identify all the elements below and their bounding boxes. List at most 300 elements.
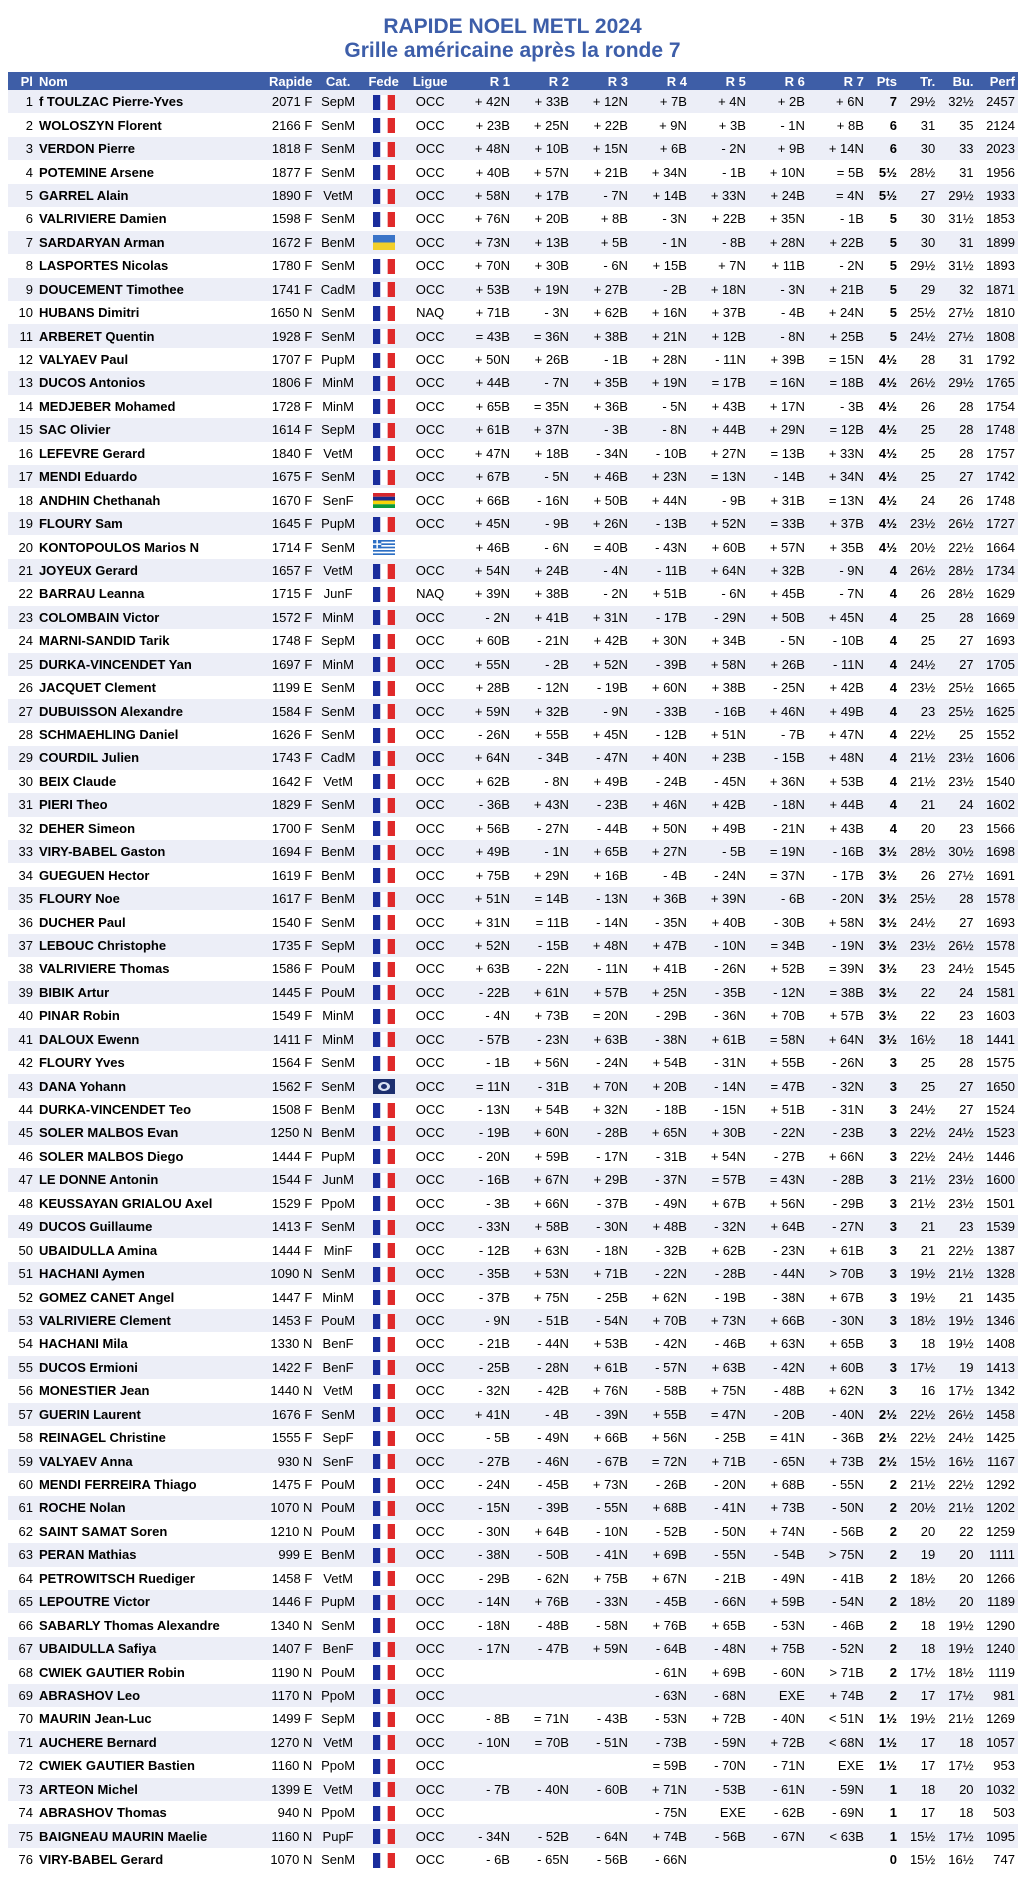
cell-category: SenM bbox=[315, 1051, 361, 1074]
cell-r7: + 43B bbox=[808, 817, 867, 840]
cell-performance: 1665 bbox=[977, 676, 1018, 699]
cell-r6: + 45B bbox=[749, 582, 808, 605]
column-header-federation: Fede bbox=[361, 72, 407, 90]
cell-r5: + 63B bbox=[690, 1356, 749, 1379]
cell-place: 39 bbox=[8, 981, 36, 1004]
cell-name: LASPORTES Nicolas bbox=[36, 254, 247, 277]
table-row bbox=[8, 981, 1018, 1004]
cell-r6: - 54B bbox=[749, 1543, 808, 1566]
cell-r1: - 10N bbox=[454, 1731, 513, 1754]
cell-r3 bbox=[572, 1754, 631, 1777]
cell-r4: + 56N bbox=[631, 1426, 690, 1449]
cell-r6: - 60N bbox=[749, 1660, 808, 1683]
cell-r4: - 29B bbox=[631, 1004, 690, 1027]
cell-r1: - 4N bbox=[454, 1004, 513, 1027]
cell-tiebreak-bu: 28 bbox=[938, 887, 976, 910]
table-row bbox=[8, 488, 1018, 511]
cell-rating: 1829 F bbox=[247, 793, 315, 816]
cell-league: OCC bbox=[406, 1473, 454, 1496]
cell-r4: + 20B bbox=[631, 1074, 690, 1097]
cell-r5: - 41N bbox=[690, 1496, 749, 1519]
cell-place: 46 bbox=[8, 1145, 36, 1168]
table-header-row bbox=[8, 72, 1018, 90]
cell-tiebreak-tr: 15½ bbox=[900, 1824, 938, 1847]
france-flag-icon bbox=[361, 699, 407, 722]
cell-r3: - 28B bbox=[572, 1121, 631, 1144]
cell-r7: + 8B bbox=[808, 113, 867, 136]
table-row bbox=[8, 699, 1018, 722]
cell-category: SenM bbox=[315, 1613, 361, 1636]
cell-r6: + 2B bbox=[749, 90, 808, 113]
cell-performance: 1240 bbox=[977, 1637, 1018, 1660]
cell-name: HACHANI Mila bbox=[36, 1332, 247, 1355]
table-row bbox=[8, 395, 1018, 418]
cell-league: OCC bbox=[406, 793, 454, 816]
cell-points: 3 bbox=[867, 1192, 900, 1215]
cell-name: HUBANS Dimitri bbox=[36, 301, 247, 324]
cell-place: 44 bbox=[8, 1098, 36, 1121]
cell-r6: - 30B bbox=[749, 910, 808, 933]
cell-place: 61 bbox=[8, 1496, 36, 1519]
cell-category: PupM bbox=[315, 1590, 361, 1613]
cell-r7: = 4N bbox=[808, 184, 867, 207]
cell-performance: 1765 bbox=[977, 371, 1018, 394]
cell-performance: 1705 bbox=[977, 653, 1018, 676]
table-row bbox=[8, 957, 1018, 980]
cell-league: OCC bbox=[406, 1848, 454, 1871]
cell-tiebreak-tr: 17 bbox=[900, 1801, 938, 1824]
cell-r6: + 24B bbox=[749, 184, 808, 207]
france-flag-icon bbox=[361, 90, 407, 113]
cell-r5: + 73N bbox=[690, 1309, 749, 1332]
cell-r7: + 58N bbox=[808, 910, 867, 933]
cell-category: MinM bbox=[315, 371, 361, 394]
cell-rating: 1199 E bbox=[247, 676, 315, 699]
cell-r3: - 10N bbox=[572, 1520, 631, 1543]
cell-tiebreak-tr: 26 bbox=[900, 582, 938, 605]
cell-rating: 1748 F bbox=[247, 629, 315, 652]
cell-performance: 747 bbox=[977, 1848, 1018, 1871]
cell-tiebreak-tr: 27 bbox=[900, 184, 938, 207]
cell-category: BenM bbox=[315, 1098, 361, 1121]
cell-tiebreak-tr: 25 bbox=[900, 1074, 938, 1097]
cell-r3: - 4N bbox=[572, 559, 631, 582]
column-header-r5: R 5 bbox=[690, 72, 749, 90]
france-flag-icon bbox=[361, 254, 407, 277]
cell-tiebreak-bu: 18 bbox=[938, 1731, 976, 1754]
cell-performance: 1501 bbox=[977, 1192, 1018, 1215]
cell-r7: - 50N bbox=[808, 1496, 867, 1519]
cell-category: MinM bbox=[315, 653, 361, 676]
cell-r5: - 14N bbox=[690, 1074, 749, 1097]
cell-performance: 1748 bbox=[977, 488, 1018, 511]
cell-r3: + 36B bbox=[572, 395, 631, 418]
cell-points: 3½ bbox=[867, 1004, 900, 1027]
cell-rating: 1440 N bbox=[247, 1379, 315, 1402]
cell-r2: - 42B bbox=[513, 1379, 572, 1402]
cell-r2 bbox=[513, 1801, 572, 1824]
cell-r4: - 57N bbox=[631, 1356, 690, 1379]
column-header-r7: R 7 bbox=[808, 72, 867, 90]
cell-category: MinF bbox=[315, 1238, 361, 1261]
cell-r1: - 36B bbox=[454, 793, 513, 816]
table-row bbox=[8, 348, 1018, 371]
cell-performance: 981 bbox=[977, 1684, 1018, 1707]
cell-r4: - 3N bbox=[631, 207, 690, 230]
cell-category: PupM bbox=[315, 348, 361, 371]
table-row bbox=[8, 1403, 1018, 1426]
france-flag-icon bbox=[361, 817, 407, 840]
cell-r7: = 12B bbox=[808, 418, 867, 441]
cell-league: OCC bbox=[406, 254, 454, 277]
france-flag-icon bbox=[361, 1379, 407, 1402]
cell-r5: + 67B bbox=[690, 1192, 749, 1215]
cell-name: LEPOUTRE Victor bbox=[36, 1590, 247, 1613]
cell-r1: + 64N bbox=[454, 746, 513, 769]
france-flag-icon bbox=[361, 1613, 407, 1636]
cell-r2: - 34B bbox=[513, 746, 572, 769]
france-flag-icon bbox=[361, 1731, 407, 1754]
cell-rating: 1700 F bbox=[247, 817, 315, 840]
cell-category: SenM bbox=[315, 465, 361, 488]
cell-points: 4½ bbox=[867, 395, 900, 418]
cell-category: SepM bbox=[315, 629, 361, 652]
cell-r1: - 9N bbox=[454, 1309, 513, 1332]
cell-r6: + 52B bbox=[749, 957, 808, 980]
table-row bbox=[8, 137, 1018, 160]
table-row bbox=[8, 1496, 1018, 1519]
column-header-performance: Perf bbox=[977, 72, 1018, 90]
cell-r5: - 11N bbox=[690, 348, 749, 371]
cell-r6: - 1N bbox=[749, 113, 808, 136]
cell-performance: 1552 bbox=[977, 723, 1018, 746]
cell-place: 40 bbox=[8, 1004, 36, 1027]
cell-name: SCHMAEHLING Daniel bbox=[36, 723, 247, 746]
cell-r7 bbox=[808, 1848, 867, 1871]
cell-r7: + 42B bbox=[808, 676, 867, 699]
cell-tiebreak-bu: 25½ bbox=[938, 676, 976, 699]
cell-performance: 1669 bbox=[977, 606, 1018, 629]
cell-tiebreak-tr: 28½ bbox=[900, 160, 938, 183]
cell-category: MinM bbox=[315, 395, 361, 418]
cell-performance: 1119 bbox=[977, 1660, 1018, 1683]
cell-rating: 1707 F bbox=[247, 348, 315, 371]
cell-rating: 1694 F bbox=[247, 840, 315, 863]
cell-r5: - 20N bbox=[690, 1473, 749, 1496]
cell-category: PpoM bbox=[315, 1801, 361, 1824]
france-flag-icon bbox=[361, 1192, 407, 1215]
cell-category: BenF bbox=[315, 1332, 361, 1355]
cell-r3: - 43B bbox=[572, 1707, 631, 1730]
table-row bbox=[8, 582, 1018, 605]
cell-rating: 1508 F bbox=[247, 1098, 315, 1121]
cell-category: BenM bbox=[315, 863, 361, 886]
cell-r7: - 2N bbox=[808, 254, 867, 277]
cell-place: 5 bbox=[8, 184, 36, 207]
cell-rating: 1540 F bbox=[247, 910, 315, 933]
cell-performance: 1342 bbox=[977, 1379, 1018, 1402]
cell-performance: 1202 bbox=[977, 1496, 1018, 1519]
cell-r1: + 41N bbox=[454, 1403, 513, 1426]
cell-name: MENDI FERREIRA Thiago bbox=[36, 1473, 247, 1496]
cell-tiebreak-bu: 17½ bbox=[938, 1379, 976, 1402]
cell-league: NAQ bbox=[406, 301, 454, 324]
cell-r4: - 18B bbox=[631, 1098, 690, 1121]
cell-r7: + 48N bbox=[808, 746, 867, 769]
cell-points: 5 bbox=[867, 207, 900, 230]
cell-category: SenM bbox=[315, 535, 361, 558]
cell-tiebreak-bu: 24½ bbox=[938, 1426, 976, 1449]
cell-r1: + 23B bbox=[454, 113, 513, 136]
table-row bbox=[8, 559, 1018, 582]
cell-tiebreak-bu: 27 bbox=[938, 910, 976, 933]
france-flag-icon bbox=[361, 1449, 407, 1472]
cell-performance: 1792 bbox=[977, 348, 1018, 371]
cell-league: OCC bbox=[406, 629, 454, 652]
cell-tiebreak-bu: 19½ bbox=[938, 1309, 976, 1332]
cell-r4: - 45B bbox=[631, 1590, 690, 1613]
cell-performance: 1259 bbox=[977, 1520, 1018, 1543]
cell-points: 7 bbox=[867, 90, 900, 113]
cell-r5: - 68N bbox=[690, 1684, 749, 1707]
france-flag-icon bbox=[361, 1028, 407, 1051]
cell-r5: - 45N bbox=[690, 770, 749, 793]
cell-tiebreak-bu: 31 bbox=[938, 231, 976, 254]
cell-performance: 1742 bbox=[977, 465, 1018, 488]
cell-place: 13 bbox=[8, 371, 36, 394]
cell-points: 4½ bbox=[867, 371, 900, 394]
table-row bbox=[8, 90, 1018, 113]
cell-r1: - 34N bbox=[454, 1824, 513, 1847]
cell-place: 19 bbox=[8, 512, 36, 535]
table-row bbox=[8, 1215, 1018, 1238]
cell-r2: = 70B bbox=[513, 1731, 572, 1754]
cell-rating: 1619 F bbox=[247, 863, 315, 886]
table-row bbox=[8, 1004, 1018, 1027]
cell-r2: - 5N bbox=[513, 465, 572, 488]
cell-category: SenM bbox=[315, 160, 361, 183]
cell-points: 3 bbox=[867, 1051, 900, 1074]
cell-r1: - 21B bbox=[454, 1332, 513, 1355]
cell-place: 47 bbox=[8, 1168, 36, 1191]
cell-r5: - 6N bbox=[690, 582, 749, 605]
cell-r6: + 39B bbox=[749, 348, 808, 371]
cell-r5: = 17B bbox=[690, 371, 749, 394]
cell-category: PupM bbox=[315, 512, 361, 535]
france-flag-icon bbox=[361, 1051, 407, 1074]
cell-r5: + 27N bbox=[690, 442, 749, 465]
cell-r3: + 52N bbox=[572, 653, 631, 676]
table-row bbox=[8, 512, 1018, 535]
cell-r3: - 41N bbox=[572, 1543, 631, 1566]
cell-r5: - 9B bbox=[690, 488, 749, 511]
cell-name: ABRASHOV Thomas bbox=[36, 1801, 247, 1824]
france-flag-icon bbox=[361, 957, 407, 980]
page-subtitle: Grille américaine après la ronde 7 bbox=[344, 39, 681, 62]
cell-r5: - 66N bbox=[690, 1590, 749, 1613]
table-row bbox=[8, 1426, 1018, 1449]
cell-rating: 1840 F bbox=[247, 442, 315, 465]
cell-r1: - 12B bbox=[454, 1238, 513, 1261]
cell-performance: 1956 bbox=[977, 160, 1018, 183]
cell-r5: - 32N bbox=[690, 1215, 749, 1238]
cell-r3: + 5B bbox=[572, 231, 631, 254]
cell-r4: + 50N bbox=[631, 817, 690, 840]
cell-r4: + 65N bbox=[631, 1121, 690, 1144]
cell-r2: - 27N bbox=[513, 817, 572, 840]
cell-r5: + 62B bbox=[690, 1238, 749, 1261]
cell-name: MAURIN Jean-Luc bbox=[36, 1707, 247, 1730]
cell-name: DUCOS Guillaume bbox=[36, 1215, 247, 1238]
cell-r1: - 29B bbox=[454, 1567, 513, 1590]
cell-r6: = 33B bbox=[749, 512, 808, 535]
cell-category: PouM bbox=[315, 1520, 361, 1543]
cell-r2: - 9B bbox=[513, 512, 572, 535]
cell-name: BEIX Claude bbox=[36, 770, 247, 793]
cell-rating: 1407 F bbox=[247, 1637, 315, 1660]
france-flag-icon bbox=[361, 1262, 407, 1285]
cell-name: COLOMBAIN Victor bbox=[36, 606, 247, 629]
cell-r7: + 66N bbox=[808, 1145, 867, 1168]
table-row bbox=[8, 1520, 1018, 1543]
cell-tiebreak-bu: 27 bbox=[938, 653, 976, 676]
cell-name: DOUCEMENT Timothee bbox=[36, 278, 247, 301]
cell-league: OCC bbox=[406, 465, 454, 488]
cell-rating: 1586 F bbox=[247, 957, 315, 980]
cell-place: 59 bbox=[8, 1449, 36, 1472]
cell-tiebreak-bu: 28 bbox=[938, 1051, 976, 1074]
cell-league: OCC bbox=[406, 1379, 454, 1402]
cell-r5: + 58N bbox=[690, 653, 749, 676]
cell-r6: + 75B bbox=[749, 1637, 808, 1660]
cell-r1: + 66B bbox=[454, 488, 513, 511]
france-flag-icon bbox=[361, 1778, 407, 1801]
cell-points: 4 bbox=[867, 653, 900, 676]
cell-league: OCC bbox=[406, 1028, 454, 1051]
cell-r6: + 31B bbox=[749, 488, 808, 511]
cell-points: 3 bbox=[867, 1309, 900, 1332]
cell-league bbox=[406, 535, 454, 558]
cell-r4: + 54B bbox=[631, 1051, 690, 1074]
cell-name: BIBIK Artur bbox=[36, 981, 247, 1004]
france-flag-icon bbox=[361, 1567, 407, 1590]
cell-r7: = 5B bbox=[808, 160, 867, 183]
cell-r2 bbox=[513, 1660, 572, 1683]
cell-tiebreak-tr: 16½ bbox=[900, 1028, 938, 1051]
france-flag-icon bbox=[361, 184, 407, 207]
cell-tiebreak-tr: 24 bbox=[900, 488, 938, 511]
cell-r5: + 72B bbox=[690, 1707, 749, 1730]
france-flag-icon bbox=[361, 887, 407, 910]
cell-name: PETROWITSCH Ruediger bbox=[36, 1567, 247, 1590]
cell-r5: - 25B bbox=[690, 1426, 749, 1449]
cell-r5: - 29N bbox=[690, 606, 749, 629]
cell-r1: + 40B bbox=[454, 160, 513, 183]
cell-rating: 930 N bbox=[247, 1449, 315, 1472]
cell-r4: - 43N bbox=[631, 535, 690, 558]
cell-r1: + 63B bbox=[454, 957, 513, 980]
table-row bbox=[8, 278, 1018, 301]
cell-r7: - 28B bbox=[808, 1168, 867, 1191]
cell-r2: - 3N bbox=[513, 301, 572, 324]
cell-points: 5 bbox=[867, 324, 900, 347]
cell-name: GARREL Alain bbox=[36, 184, 247, 207]
table-row bbox=[8, 1285, 1018, 1308]
cell-performance: 1754 bbox=[977, 395, 1018, 418]
cell-rating: 999 E bbox=[247, 1543, 315, 1566]
cell-tiebreak-tr: 23½ bbox=[900, 934, 938, 957]
cell-r1 bbox=[454, 1801, 513, 1824]
cell-points: 2 bbox=[867, 1660, 900, 1683]
cell-r7: + 22B bbox=[808, 231, 867, 254]
cell-name: JOYEUX Gerard bbox=[36, 559, 247, 582]
cell-name: f TOULZAC Pierre-Yves bbox=[36, 90, 247, 113]
cell-tiebreak-bu: 30½ bbox=[938, 840, 976, 863]
cell-r6: + 57N bbox=[749, 535, 808, 558]
cell-r2: - 62N bbox=[513, 1567, 572, 1590]
cell-category: SenM bbox=[315, 324, 361, 347]
cell-league: OCC bbox=[406, 653, 454, 676]
cell-tiebreak-tr: 21 bbox=[900, 1238, 938, 1261]
cell-tiebreak-tr: 17 bbox=[900, 1731, 938, 1754]
table-row bbox=[8, 1356, 1018, 1379]
cell-points: 1½ bbox=[867, 1754, 900, 1777]
cell-tiebreak-tr: 24½ bbox=[900, 1098, 938, 1121]
cell-r2: - 45B bbox=[513, 1473, 572, 1496]
cell-points: 4 bbox=[867, 676, 900, 699]
cell-performance: 1290 bbox=[977, 1613, 1018, 1636]
cell-place: 26 bbox=[8, 676, 36, 699]
cell-r2: + 41B bbox=[513, 606, 572, 629]
cell-points: 4 bbox=[867, 746, 900, 769]
cell-r5: + 64N bbox=[690, 559, 749, 582]
column-header-points: Pts bbox=[867, 72, 900, 90]
cell-league: OCC bbox=[406, 1168, 454, 1191]
cell-r6: - 15B bbox=[749, 746, 808, 769]
cell-rating: 1614 F bbox=[247, 418, 315, 441]
cell-r7: = 18B bbox=[808, 371, 867, 394]
cell-category: SenM bbox=[315, 1215, 361, 1238]
cell-points: 5 bbox=[867, 301, 900, 324]
cell-category: MinM bbox=[315, 1028, 361, 1051]
cell-r3: = 40B bbox=[572, 535, 631, 558]
standings-table bbox=[8, 72, 1018, 1871]
fide-flag-icon bbox=[361, 1074, 407, 1097]
cell-tiebreak-tr: 22 bbox=[900, 1004, 938, 1027]
cell-r4: - 17B bbox=[631, 606, 690, 629]
cell-category: CadM bbox=[315, 746, 361, 769]
cell-performance: 1435 bbox=[977, 1285, 1018, 1308]
cell-points: 3 bbox=[867, 1121, 900, 1144]
cell-r3: + 65B bbox=[572, 840, 631, 863]
cell-league: OCC bbox=[406, 981, 454, 1004]
cell-r4: - 66N bbox=[631, 1848, 690, 1871]
cell-r1: + 67B bbox=[454, 465, 513, 488]
table-row bbox=[8, 1848, 1018, 1871]
cell-points: 3½ bbox=[867, 910, 900, 933]
cell-league: OCC bbox=[406, 1403, 454, 1426]
cell-rating: 1617 F bbox=[247, 887, 315, 910]
france-flag-icon bbox=[361, 1590, 407, 1613]
cell-rating: 1446 F bbox=[247, 1590, 315, 1613]
cell-category: SenM bbox=[315, 817, 361, 840]
cell-performance: 1292 bbox=[977, 1473, 1018, 1496]
cell-r1: - 37B bbox=[454, 1285, 513, 1308]
cell-tiebreak-tr: 17 bbox=[900, 1684, 938, 1707]
cell-r6: + 32B bbox=[749, 559, 808, 582]
cell-name: FLOURY Noe bbox=[36, 887, 247, 910]
cell-r4: + 76B bbox=[631, 1613, 690, 1636]
